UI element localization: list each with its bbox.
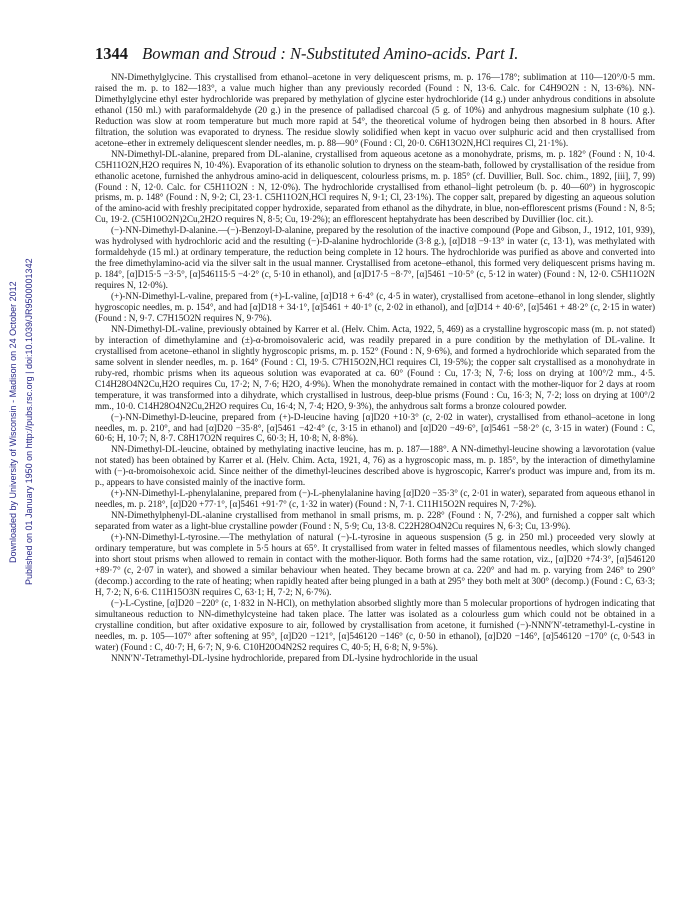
paragraph-dimethyl-d-leucine: (−)-NN-Dimethyl-D-leucine, prepared from (+)-D-leucine having [α]D20 +10·3° (c, 2·02 in water), crystallised from ethanol–acetone in long needles, m. p. 210°, and had [α]D20 −35·8°, [α]5461 −42·4° (c, 3·15 in ethanol) and [α]D20 −49·6°, [α]5461 −58·2° (c, 3·15 in water) (Found : C, 60·6; H, 10·7; N, 8·7. C8H17O2N requires C, 60·3; H, 10·8; N, 8·8%). — [95, 411, 655, 444]
paragraph-dimethyl-l-phenylalanine: (+)-NN-Dimethyl-L-phenylalanine, prepared from (−)-L-phenylalanine having [α]D20 −35·3° (c, 2·01 in water), separated from aqueous ethanol in needles, m. p. 218°, [α]D20 +77·1°, [α]5461 +91·7° (c, 1·32 in water) (Found : N, 7·1. C11H15O2N requires N, 7·2%). — [95, 488, 655, 510]
page-header — [95, 44, 655, 66]
page-number: 1344 — [95, 44, 128, 63]
paragraph-dimethylphenyl-dl-alanine: NN-Dimethylphenyl-DL-alanine crystallised from methanol in small prisms, m. p. 228° (Found : N, 7·2%), and furnished a copper salt which separated from water as a light-blue crystalline powder (Found : N, 5·9; Cu, 13·8. C22H28O4N2Cu requires N, 6·3; Cu, 13·9%). — [95, 510, 655, 532]
article-body — [95, 72, 655, 908]
paragraph-dimethyl-dl-leucine: NN-Dimethyl-DL-leucine, obtained by methylating inactive leucine, has m. p. 187—188°. A NN-dimethyl-leucine showing a lævorotation (value not stated) has been obtained by Karrer et al. (Helv. Chim. Acta, 1921, 4, 76) as a hygroscopic mass, m. p. 185°, by the interaction of dimethylamine with (−)-α-bromoisohexoic acid. Since neither of the dimethyl-leucines described above is hygroscopic, Karrer's product was impure and, from its m. p., appears to have consisted mainly of the inactive form. — [95, 444, 655, 488]
paragraph-cystine: (−)-L-Cystine, [α]D20 −220° (c, 1·832 in N-HCl), on methylation absorbed slightly more than 5 molecular proportions of hydrogen indicating that simultaneous reduction to NN-dimethylcysteine had taken place. The latter was isolated as a colourless gum which could not be obtained in a crystalline condition, but after oxidative exposure to air, followed by crystallisation from acetone, it furnished (−)-NNN′N′-tetramethyl-L-cystine in needles, m. p. 105—107° after softening at 95°, [α]D20 −121°, [α]546120 −146° (c, 0·50 in ethanol), [α]D20 −146°, [α]546120 −170° (c, 0·543 in water) (Found : C, 40·7; H, 6·7; N, 9·6. C10H20O4N2S2 requires C, 40·5; H, 6·8; N, 9·5%). — [95, 597, 655, 652]
running-title: Bowman and Stroud : N-Substituted Amino-acids. Part I. — [142, 44, 519, 63]
download-notice: Downloaded by University of Wisconsin - Madison on 24 October 2012 — [8, 281, 18, 563]
paragraph-dimethyl-l-tyrosine: (+)-NN-Dimethyl-L-tyrosine.—The methylation of natural (−)-L-tyrosine in aqueous suspension (5 g. in 250 ml.) proceeded very slowly at ordinary temperature, but was complete in 5·5 hours at 65°. It crystallised from water in felted masses of filamentous needles, which slowly changed into short stout prisms when allowed to remain in contact with the mother-liquor. Both forms had the same rotation, viz., [α]D20 +74·3°, [α]546120 +89·7° (c, 2·07 in water), and showed a similar behaviour when heated. They became brown at ca. 220° and had m. p. varying from 246° to 290° (decomp.) according to the rate of heating; when rapidly heated after being plunged in a bath at 295° they both melt at 300° (decomp.) (Found : C, 63·3; H, 7·2; N, 6·6. C11H15O3N requires C, 63·1; H, 7·2; N, 6·7%). — [95, 532, 655, 597]
paragraph-dimethylglycine: NN-Dimethylglycine. This crystallised from ethanol–acetone in very deliquescent prisms, m. p. 176—178°; sublimation at 110—120°/0·5 mm. raised the m. p. to 182—183°, a value much higher than any previously recorded (Found : N, 13·6. Calc. for C4H9O2N : N, 13·6%). NN-Dimethylglycine ethyl ester hydrochloride was prepared by methylation of glycine ester hydrochloride (14 g.) under anhydrous conditions in absolute ethanol (150 ml.) with paraformaldehyde (20 g.) in the presence of palladised charcoal (5 g. of 10%) and anhydrous magnesium sulphate (10 g.). Reduction was slow at room temperature but much more rapid at 54°, the theoretical volume of hydrogen being then absorbed in 8 hours. After filtration, the solution was evaporated to dryness. The residue slowly solidified when kept in vacuo over sulphuric acid and then crystallised from acetone–ether in extremely deliquescent slender needles, m. p. 88—90° (Found : Cl, 20·0. C6H13O2N,HCl requires Cl, 21·1%). — [95, 72, 655, 148]
paragraph-dimethyl-d-alanine: (−)-NN-Dimethyl-D-alanine.—(−)-Benzoyl-D-alanine, prepared by the resolution of the inactive compound (Pope and Gibson, J., 1912, 101, 939), was hydrolysed with hydrochloric acid and the resulting (−)-D-alanine hydrochloride (3·8 g.), [α]D18 −9·13° in water (c, 13·1), was methylated with formaldehyde (15 ml.) at ordinary temperature, the reduction being complete in 12 hours. The hydrochloride was purified as above and converted into the free dimethylamino-acid via the silver salt in the usual manner. Crystallised from acetone–ethanol, this formed very deliquescent prisms having m. p. 184°, [α]D15·5 −3·5°, [α]546115·5 −4·2° (c, 5·10 in ethanol), and [α]D17·5 −8·7°, [α]5461 −10·5° (c, 5·12 in water) (Found : N, 12·0. C5H11O2N requires N, 12·0%). — [95, 225, 655, 291]
paragraph-dimethyl-dl-valine: NN-Dimethyl-DL-valine, previously obtained by Karrer et al. (Helv. Chim. Acta, 1922, 5, 469) as a crystalline hygroscopic mass (m. p. not stated) by interaction of dimethylamine and (±)-α-bromoisovaleric acid, was readily prepared in a pure condition by the methylation of DL-valine. It crystallised from acetone–ethanol in slightly hygroscopic prisms, m. p. 152° (Found : N, 9·6%), and formed a hydrochloride which separated from the same solvent in slender needles, m. p. 164° (Found : Cl, 19·5. C7H15O2N,HCl requires Cl, 19·5%); the copper salt crystallised as a monohydrate in ruby-red, rhombic prisms when its aqueous solution was evaporated at ca. 60° (Found : Cu, 17·3; N, 7·6; loss on drying at 100°/2 mm., 4·5. C14H28O4N2Cu,H2O requires Cu, 17·2; N, 7·6; H2O, 4·9%). When the monohydrate remained in contact with the mother-liquor for 2 days at room temperature, it was transformed into a dihydrate, which crystallised in lustrous, deep-blue prisms (Found : Cu, 16·3; N, 7·2; loss on drying at 100°/2 mm., 10·0. C14H28O4N2Cu,2H2O requires Cu, 16·4; N, 7·4; H2O, 9·3%), the anhydrous salt forms a bronze coloured powder. — [95, 323, 655, 411]
publication-notice: Published on 01 January 1950 on http://pubs.rsc.org | doi:10.1039/JR9500001342 — [24, 258, 34, 586]
paragraph-tetramethyl-lysine: NNN′N′-Tetramethyl-DL-lysine hydrochloride, prepared from DL-lysine hydrochloride in the usual — [111, 652, 478, 663]
paragraph-dimethyl-dl-alanine: NN-Dimethyl-DL-alanine, prepared from DL-alanine, crystallised from aqueous acetone as a monohydrate, prisms, m. p. 182° (Found : N, 10·4. C5H11O2N,H2O requires N, 10·4%). Evaporation of its ethanolic solution to dryness on the steam-bath, followed by crystallisation of the residue from ethanolic acetone, furnished the anhydrous amino-acid in deliquescent, colourless prisms, m. p. 185° (cf. Duvillier, Bull. Soc. chim., 1892, [iii], 7, 99) (Found : N, 12·0. Calc. for C5H11O2N : N, 12·0%). The hydrochloride crystallised from ethanol–light petroleum (b. p. 40—60°) in hygroscopic prisms, m. p. 148° (Found : N, 9·2; Cl, 23·1. C5H11O2N,HCl requires N, 9·1; Cl, 23·1%). The copper salt, prepared by digesting an aqueous solution of the amino-acid with freshly precipitated copper hydroxide, separated from ethanol as the dihydrate, in blue, non-efflorescent prisms (Found : N, 8·5; Cu, 19·2. (C5H10O2N)2Cu,2H2O requires N, 8·5; Cu, 19·2%); an efflorescent heptahydrate has been described by Duvillier (loc. cit.). — [95, 148, 655, 225]
download-watermark — [4, 162, 40, 682]
paragraph-dimethyl-l-valine: (+)-NN-Dimethyl-L-valine, prepared from (+)-L-valine, [α]D18 + 6·4° (c, 4·5 in water), crystallised from acetone–ethanol in long slender, slightly hygroscopic needles, m. p. 154°, and had [α]D18 + 34·1°, [α]5461 + 40·1° (c, 2·02 in ethanol), and [α]D14 + 40·6°, [α]5461 + 48·2° (c, 2·15 in water) (Found : N, 9·7. C7H15O2N requires N, 9·7%). — [95, 291, 655, 323]
